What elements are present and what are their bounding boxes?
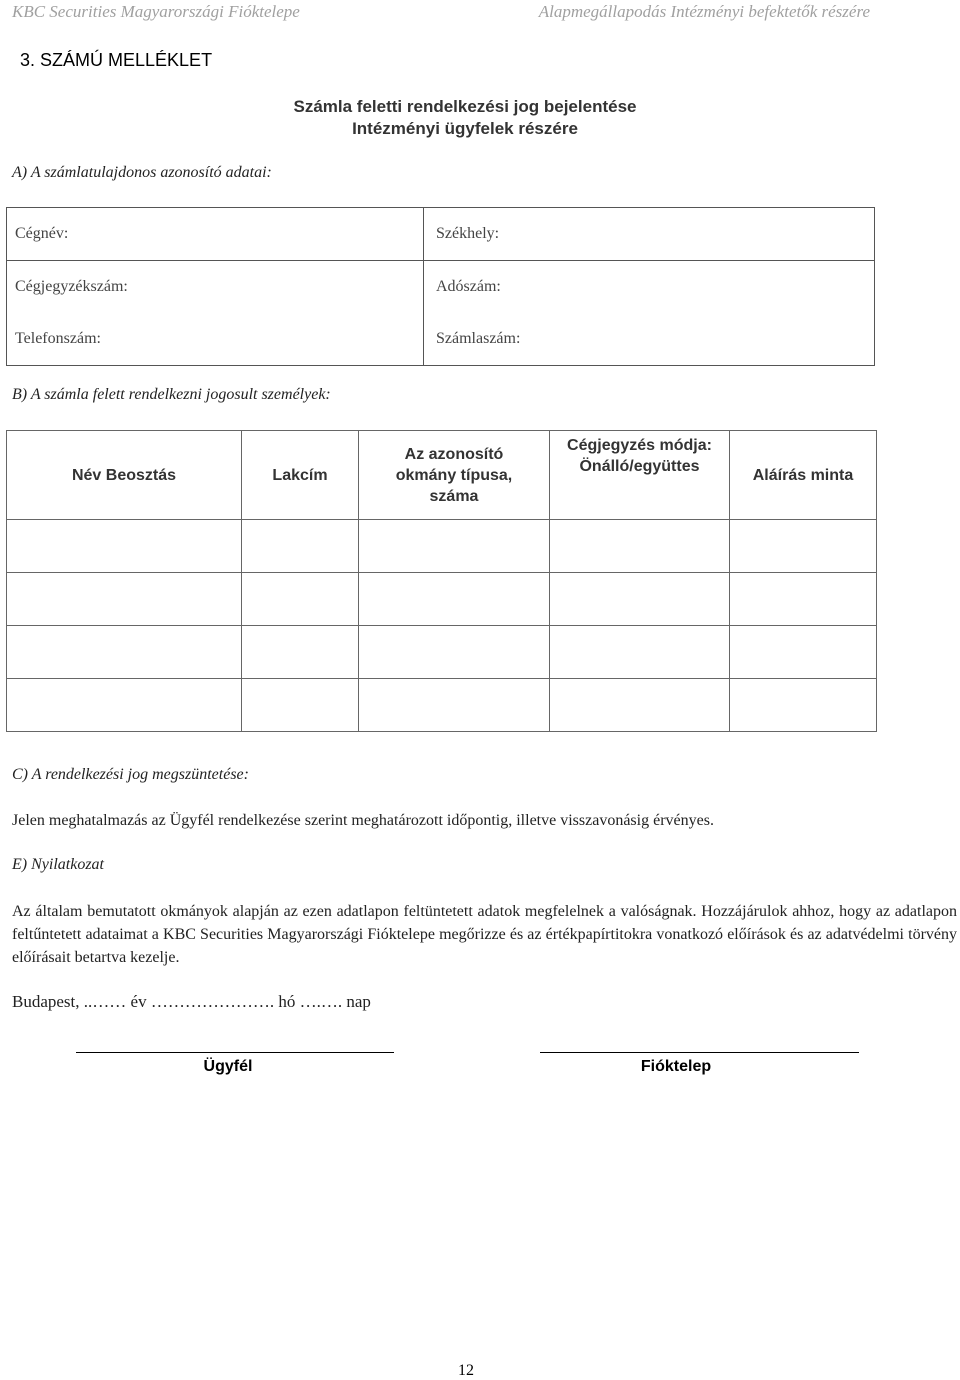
section-e-text: Az általam bemutatott okmányok alapján az ezen adatlapon feltüntetett adatok megfelelnek a valóságnak. Hozzájárulok ahhoz, hogy az adatlapon feltűntetett adataimat a KBC Securities Magyarországi Fióktelepe megőrizze és az értékpapírtitokra vonatkozó előírások és az adatvédelmi törvény előírásait betartva kezelje. xyxy=(12,903,957,966)
section-a-heading: A) A számlatulajdonos azonosító adatai: xyxy=(12,164,272,181)
annex-title: 3. SZÁMÚ MELLÉKLET xyxy=(20,50,213,70)
column-address: Lakcím xyxy=(242,431,359,520)
document-title-line2: Intézményi ügyfelek részére xyxy=(352,119,578,138)
tax-number-field[interactable]: Adószám: xyxy=(424,261,875,314)
table-row xyxy=(7,679,877,732)
cell-address[interactable] xyxy=(242,626,359,679)
column-signing-method-line2: Önálló/együttes xyxy=(579,458,700,475)
cell-id-document[interactable] xyxy=(359,679,550,732)
cell-signing-method[interactable] xyxy=(550,573,730,626)
document-title xyxy=(0,96,930,140)
table-row xyxy=(7,520,877,573)
cell-name-position[interactable] xyxy=(7,520,242,573)
phone-field[interactable]: Telefonszám: xyxy=(15,330,101,347)
cell-signing-method[interactable] xyxy=(550,626,730,679)
column-signing-method-line1: Cégjegyzés módja: xyxy=(567,437,712,454)
document-title-line1: Számla feletti rendelkezési jog bejelentése xyxy=(293,97,637,116)
registration-number-field[interactable]: Cégjegyzékszám: xyxy=(15,278,128,295)
account-holder-table xyxy=(6,207,875,366)
cell-name-position[interactable] xyxy=(7,679,242,732)
header-right: Alapmegállapodás Intézményi befektetők részére xyxy=(538,2,870,21)
cell-address[interactable] xyxy=(242,520,359,573)
cell-address[interactable] xyxy=(242,679,359,732)
column-id-document-line3: száma xyxy=(429,487,479,505)
branch-signature-label: Fióktelep xyxy=(640,1058,712,1075)
section-c-text: Jelen meghatalmazás az Ügyfél rendelkezése szerint meghatározott időpontig, illetve visszavonásig érvényes. xyxy=(12,812,714,829)
section-b-heading: B) A számla felett rendelkezni jogosult személyek: xyxy=(12,386,331,403)
cell-signature-sample[interactable] xyxy=(730,679,877,732)
column-id-document xyxy=(359,431,550,520)
cell-id-document[interactable] xyxy=(359,573,550,626)
account-number-field[interactable]: Számlaszám: xyxy=(424,313,875,366)
client-signature-label: Ügyfél xyxy=(203,1058,253,1075)
authorized-persons-table xyxy=(6,430,877,732)
cell-id-document[interactable] xyxy=(359,520,550,573)
cell-signing-method[interactable] xyxy=(550,679,730,732)
column-id-document-line2: okmány típusa, xyxy=(395,466,513,484)
company-name-field[interactable]: Cégnév: xyxy=(7,208,424,261)
cell-signature-sample[interactable] xyxy=(730,520,877,573)
branch-signature-line xyxy=(540,1052,859,1053)
section-c-heading: C) A rendelkezési jog megszüntetése: xyxy=(12,766,249,783)
place-date-line: Budapest, ..…… év …………………. hó ….…. nap xyxy=(12,992,371,1011)
column-signing-method xyxy=(550,431,730,520)
column-signature-sample: Aláírás minta xyxy=(730,431,877,520)
section-e-heading: E) Nyilatkozat xyxy=(12,856,104,873)
cell-signature-sample[interactable] xyxy=(730,573,877,626)
registered-office-field[interactable]: Székhely: xyxy=(424,208,875,261)
cell-address[interactable] xyxy=(242,573,359,626)
cell-signature-sample[interactable] xyxy=(730,626,877,679)
cell-id-document[interactable] xyxy=(359,626,550,679)
table-row xyxy=(7,573,877,626)
cell-signing-method[interactable] xyxy=(550,520,730,573)
table-header-row xyxy=(7,431,877,520)
cell-name-position[interactable] xyxy=(7,626,242,679)
column-id-document-line1: Az azonosító xyxy=(404,445,504,463)
header-left: KBC Securities Magyarországi Fióktelepe xyxy=(12,2,300,21)
column-name-position: Név Beosztás xyxy=(7,431,242,520)
table-row xyxy=(7,626,877,679)
cell-name-position[interactable] xyxy=(7,573,242,626)
page-number: 12 xyxy=(458,1362,474,1379)
client-signature-line xyxy=(76,1052,394,1053)
